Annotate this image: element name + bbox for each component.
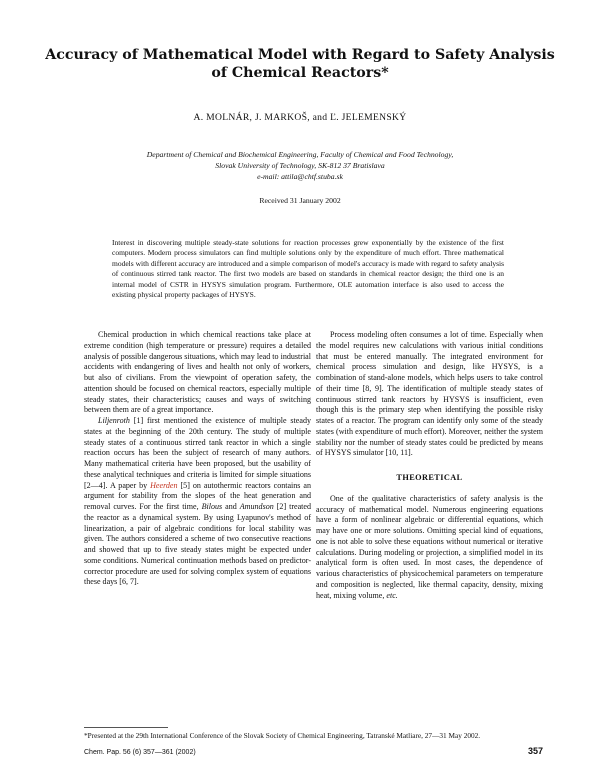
theoretical-paragraph-1 [316,494,543,602]
author-ref-heerden[interactable]: Heerden [150,480,178,490]
theoretical-paragraph-1-text: One of the qualitative characteristics of safety analysis is the accuracy of mathematical model. Numerous engineering equations have a form of nonlinear algebraic or differential equations, which may have one or more solutions. Omitting special kind of equations, one is not able to solve these equations without numerical or iterative calculations. During modeling or projection, a simplified model in its analytical form is often used. In most cases, the dependence of various characteristics of physicochemical parameters on temperature and composition is neglected, like thermal capacity, density, mixing heat, mixing volume, [316,493,543,600]
section-heading-theoretical: THEORETICAL [396,473,463,482]
intro-paragraph-3: Process modeling often consumes a lot of time. Especially when the model requires new calculations with various initial conditions that must be entered manually. The integrated environment for chemical process simulation and design, like HYSYS, is a combination of stand-alone models, which helps users to take control of their time [8, 9]. The identification of multiple steady states of continuous stirred tank reactors by HYSYS is insufficient, even though this is the primary step when identifying the possible risky states of a reactor. The program can identify only some of the steady states (with expenditure of much effort). Moreover, neither the system stability nor the number of steady states could be predicted by means of HYSYS simulator [10, 11]. [316,330,543,458]
affiliation-line-1: Department of Chemical and Biochemical Engineering, Faculty of Chemical and Food Technology, [146,150,454,159]
author-list: A. MOLNÁR, J. MARKOŠ, and Ľ. JELEMENSKÝ [193,112,407,123]
right-column [316,330,543,601]
affiliation [60,150,540,182]
intro-paragraph-2-and: and [222,502,240,511]
affiliation-email: e-mail: attila@chtf.stuba.sk [257,171,343,181]
paper-title: Accuracy of Mathematical Model with Regard to Safety Analysis of Chemical Reactors* [45,47,555,81]
intro-paragraph-2 [84,416,311,588]
theoretical-paragraph-1-etc: etc. [386,590,398,600]
footnote: *Presented at the 29th International Conference of the Slovak Society of Chemical Engineering, Tatranské Matliare, 27—31 May 2002. [84,731,481,740]
intro-paragraph-1: Chemical production in which chemical reactions take place at extreme condition (high temperature or pressure) requires a detailed analysis of possible dangerous situations, which may lead to industrial accidents with endangering of lives and health not only of workers, but also of civilians. From the viewpoint of operation safety, the attention should be focused on chemical reactors, especially multiple steady states, their characteristics; causes and ways of switching between them are of a great importance. [84,330,311,415]
page-number: 357 [527,746,543,756]
received-date: Received 31 January 2002 [259,196,341,205]
author-ref-amundson: Amundson [239,502,274,511]
author-ref-liljenroth: Liljenroth [98,416,130,425]
intro-paragraph-2-text-a: [1] first mentioned the existence of multiple steady states at the beginning of the 20th century. The study of multiple steady states of a continuous stirred tank reactor in which a single reaction occurs has been the subject of research of many authors. Many mathematical criteria have been proposed, but the usability of these analytical techniques and criteria is limited for simple situations [2—4]. A paper by [84,416,311,490]
affiliation-line-2: Slovak University of Technology, SK-812 37 Bratislava [215,160,385,170]
intro-paragraph-2-text-b: [5] on autothermic reactors contains an argument for stability from the slopes of the heat generation and removal curves. For the first time, [84,480,311,511]
intro-paragraph-2-text-c: [2] treated the reactor as a dynamical system. By using Lyapunov's method of linearization, a pair of algebraic conditions for local stability was given. The authors considered a scheme of two consecutive reactions and showed that up to five steady states might be expected under some conditions. Numerical continuation methods based on predictor-corrector procedure are used for solving complex system of equations these days [6, 7]. [84,502,311,587]
abstract: Interest in discovering multiple steady-state solutions for reaction processes grew exponentially by the existence of the first computers. Modern process simulators can find multiple solutions only by the expenditure of much effort. Three mathematical models with different accuracy are introduced and a simple comparison of model's accuracy is made with regard to safety analysis of continuous stirred tank reactor. The first two models are based on standards in chemical reactor design; the third one is an internal model of CSTR in HYSYS simulation program. Furthermore, OLE automation interface is also used to access the existing physical property packages of HYSYS. [112,238,504,300]
journal-citation: Chem. Pap. 56 (6) 357—361 (2002) [84,749,196,756]
footnote-divider [84,727,168,728]
author-ref-bilous: Bilous [201,502,223,511]
left-column [84,330,311,588]
